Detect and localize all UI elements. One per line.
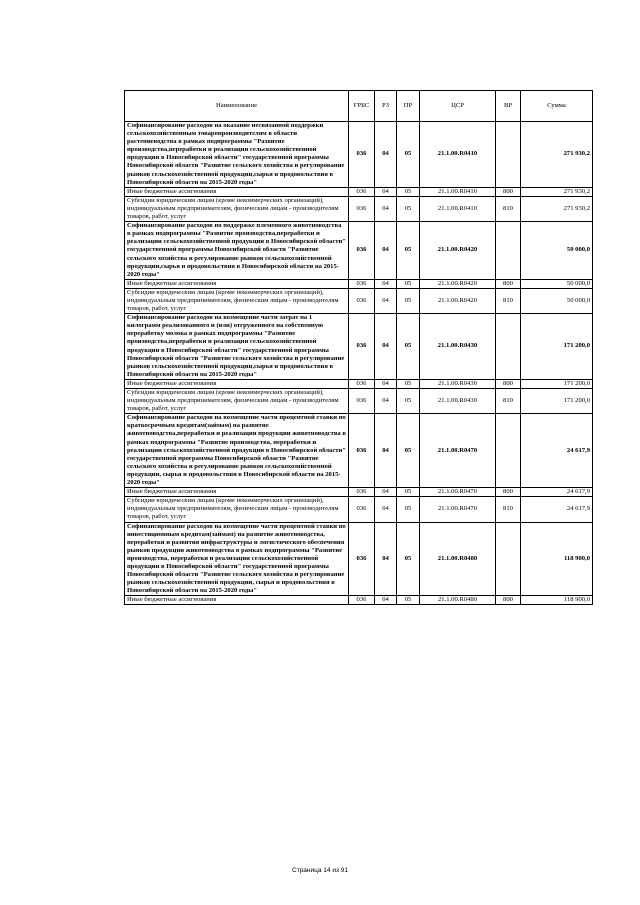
cell-csr: 21.1.00.R0410 [420,196,496,221]
cell-grbs: 036 [349,222,375,280]
cell-csr: 21.1.00.R0470 [420,497,496,522]
cell-pr: 05 [397,522,420,596]
header-grbs: ГРБС [349,91,375,122]
cell-vr: 810 [496,389,521,414]
table-row [125,222,593,280]
cell-grbs: 036 [349,288,375,313]
table-header-row [125,91,593,122]
cell-sum: 24 617,9 [521,488,593,497]
cell-grbs: 036 [349,389,375,414]
cell-csr: 21.1.00.R0410 [420,122,496,188]
cell-sum: 118 900,0 [521,596,593,605]
header-vr: ВР [496,91,521,122]
cell-vr [496,314,521,380]
cell-pr: 05 [397,379,420,388]
cell-rz: 04 [375,122,397,188]
cell-grbs: 036 [349,596,375,605]
cell-name: Субсидии юридическим лицам (кроме некоммерческих организаций), индивидуальным предпринимателям, физическим лицам - производителям товаров, работ, услуг [125,196,349,221]
table-row [125,288,593,313]
cell-name: Субсидии юридическим лицам (кроме некоммерческих организаций), индивидуальным предпринимателям, физическим лицам - производителям товаров, работ, услуг [125,389,349,414]
cell-grbs: 036 [349,122,375,188]
page-number: Страница 14 из 91 [292,867,348,874]
cell-csr: 21.1.00.R0430 [420,314,496,380]
cell-grbs: 036 [349,522,375,596]
table-row [125,389,593,414]
cell-sum: 271 930,2 [521,196,593,221]
cell-name: Софинансирование расходов на возмещение части процентной ставки по краткосрочным кредитам(займам) на развитие животноводства,переработки и реализации продукции животноводства в рамках подпрограммы "Развитие производства, переработки и реализации сельскохозяйственной продукции в Новосибирской области" государственной программы Новосибирской области "Развитие сельского хозяйства и регулирование рынков сельскохозяйственной продукции, сырья и продовольствия в Новосибирской области на 2015-2020 годы" [125,414,349,488]
cell-name: Иные бюджетные ассигнования [125,279,349,288]
cell-pr: 05 [397,488,420,497]
cell-rz: 04 [375,389,397,414]
cell-name: Софинансирование расходов на возмещение части затрат на 1 килограмм реализованного и (или) отгруженного на собственную переработку молока в рамках подпрограммы "Развитие производства,переработки и реализации сельскохозяйственной продукции в Новосибирской области" государственной программы Новосибирской области "Развитие сельского хозяйства и регулирование рынков сельскохозяйственной продукции,сырья и продовольствия в Новосибирской области на 2015-2020 годы" [125,314,349,380]
cell-rz: 04 [375,488,397,497]
cell-pr: 05 [397,596,420,605]
table-row [125,497,593,522]
cell-csr: 21.1.00.R0430 [420,379,496,388]
cell-rz: 04 [375,497,397,522]
budget-table [124,90,593,605]
cell-rz: 04 [375,522,397,596]
cell-pr: 05 [397,122,420,188]
cell-vr: 810 [496,288,521,313]
cell-sum: 50 000,0 [521,288,593,313]
cell-pr: 05 [397,314,420,380]
cell-pr: 05 [397,497,420,522]
cell-rz: 04 [375,596,397,605]
table-row [125,414,593,488]
table-row [125,196,593,221]
cell-grbs: 036 [349,279,375,288]
cell-vr: 810 [496,196,521,221]
cell-rz: 04 [375,222,397,280]
cell-vr: 800 [496,488,521,497]
cell-grbs: 036 [349,187,375,196]
cell-csr: 21.1.00.R0420 [420,288,496,313]
cell-csr: 21.1.00.R0470 [420,414,496,488]
table-row [125,379,593,388]
cell-sum: 171 200,0 [521,389,593,414]
cell-pr: 05 [397,414,420,488]
cell-vr [496,414,521,488]
cell-pr: 05 [397,222,420,280]
cell-pr: 05 [397,389,420,414]
cell-vr [496,522,521,596]
cell-sum: 50 000,0 [521,222,593,280]
cell-csr: 21.1.00.R0420 [420,279,496,288]
header-sum: Сумма [521,91,593,122]
header-name: Наименование [125,91,349,122]
cell-sum: 50 000,0 [521,279,593,288]
cell-name: Субсидии юридическим лицам (кроме некоммерческих организаций), индивидуальным предпринимателям, физическим лицам - производителям товаров, работ, услуг [125,288,349,313]
cell-sum: 271 930,2 [521,122,593,188]
cell-csr: 21.1.00.R0480 [420,522,496,596]
cell-grbs: 036 [349,497,375,522]
cell-csr: 21.1.00.R0480 [420,596,496,605]
cell-rz: 04 [375,196,397,221]
cell-rz: 04 [375,379,397,388]
cell-name: Софинансирование расходов по поддержке племенного животноводства в рамках подпрограммы "Развитие производства,переработки и реализации сельскохозяйственной продукции в Новосибирской области" государственной программы Новосибирской области "Развитие сельского хозяйства и регулирование рынков сельскохозяйственной продукции,сырья и продовольствия в Новосибирской области на 2015-2020 годы" [125,222,349,280]
cell-name: Субсидии юридическим лицам (кроме некоммерческих организаций), индивидуальным предпринимателям, физическим лицам - производителям товаров, работ, услуг [125,497,349,522]
cell-vr: 800 [496,596,521,605]
table-body [125,122,593,605]
cell-csr: 21.1.00.R0470 [420,488,496,497]
table-row [125,279,593,288]
header-pr: ПР [397,91,420,122]
cell-vr: 810 [496,497,521,522]
cell-vr: 800 [496,187,521,196]
cell-sum: 171 200,0 [521,314,593,380]
cell-grbs: 036 [349,196,375,221]
cell-name: Иные бюджетные ассигнования [125,488,349,497]
table-row [125,187,593,196]
cell-sum: 118 900,0 [521,522,593,596]
header-csr: ЦСР [420,91,496,122]
cell-sum: 171 200,0 [521,379,593,388]
cell-rz: 04 [375,288,397,313]
cell-vr: 800 [496,379,521,388]
header-rz: РЗ [375,91,397,122]
cell-name: Иные бюджетные ассигнования [125,596,349,605]
cell-grbs: 036 [349,379,375,388]
cell-grbs: 036 [349,414,375,488]
cell-vr: 800 [496,279,521,288]
table-row [125,122,593,188]
cell-pr: 05 [397,196,420,221]
table-row [125,522,593,596]
cell-csr: 21.1.00.R0410 [420,187,496,196]
cell-name: Софинансирование расходов на оказание несвязанной поддержки сельскохозяйственным товаропроизводителям в области растениеводства в рамках подпрограммы "Развитие производства,переработки и реализации сельскохозяйственной продукции в Новосибирской области" государственной программы Новосибирской области "Развитие сельского хозяйства и регулирование рынков сельскохозяйственной продукции,сырья и продовольствия в Новосибирской области на 2015-2020 годы" [125,122,349,188]
cell-pr: 05 [397,288,420,313]
cell-vr [496,122,521,188]
cell-pr: 05 [397,279,420,288]
cell-rz: 04 [375,187,397,196]
cell-name: Иные бюджетные ассигнования [125,187,349,196]
cell-sum: 24 617,9 [521,497,593,522]
cell-rz: 04 [375,279,397,288]
cell-sum: 271 930,2 [521,187,593,196]
table-row [125,488,593,497]
cell-rz: 04 [375,314,397,380]
cell-grbs: 036 [349,488,375,497]
cell-sum: 24 617,9 [521,414,593,488]
cell-pr: 05 [397,187,420,196]
table-row [125,596,593,605]
cell-csr: 21.1.00.R0420 [420,222,496,280]
cell-grbs: 036 [349,314,375,380]
cell-csr: 21.1.00.R0430 [420,389,496,414]
cell-name: Софинансирование расходов на возмещение части процентной ставки по инвестиционным кредитам(займам) на развитие животноводства, переработки и развития инфраструктуры и логистического обеспечения рынков продукции животноводства в рамках подпрограммы "Развитие производства, переработки и реализации сельскохозяйственной продукции в Новосибирской области" государственной программы Новосибирской области "Развитие сельского хозяйства и регулирование рынков сельскохозяйственной продукции, сырья и продовольствия в Новосибирской области на 2015-2020 годы" [125,522,349,596]
cell-vr [496,222,521,280]
table-row [125,314,593,380]
cell-rz: 04 [375,414,397,488]
cell-name: Иные бюджетные ассигнования [125,379,349,388]
